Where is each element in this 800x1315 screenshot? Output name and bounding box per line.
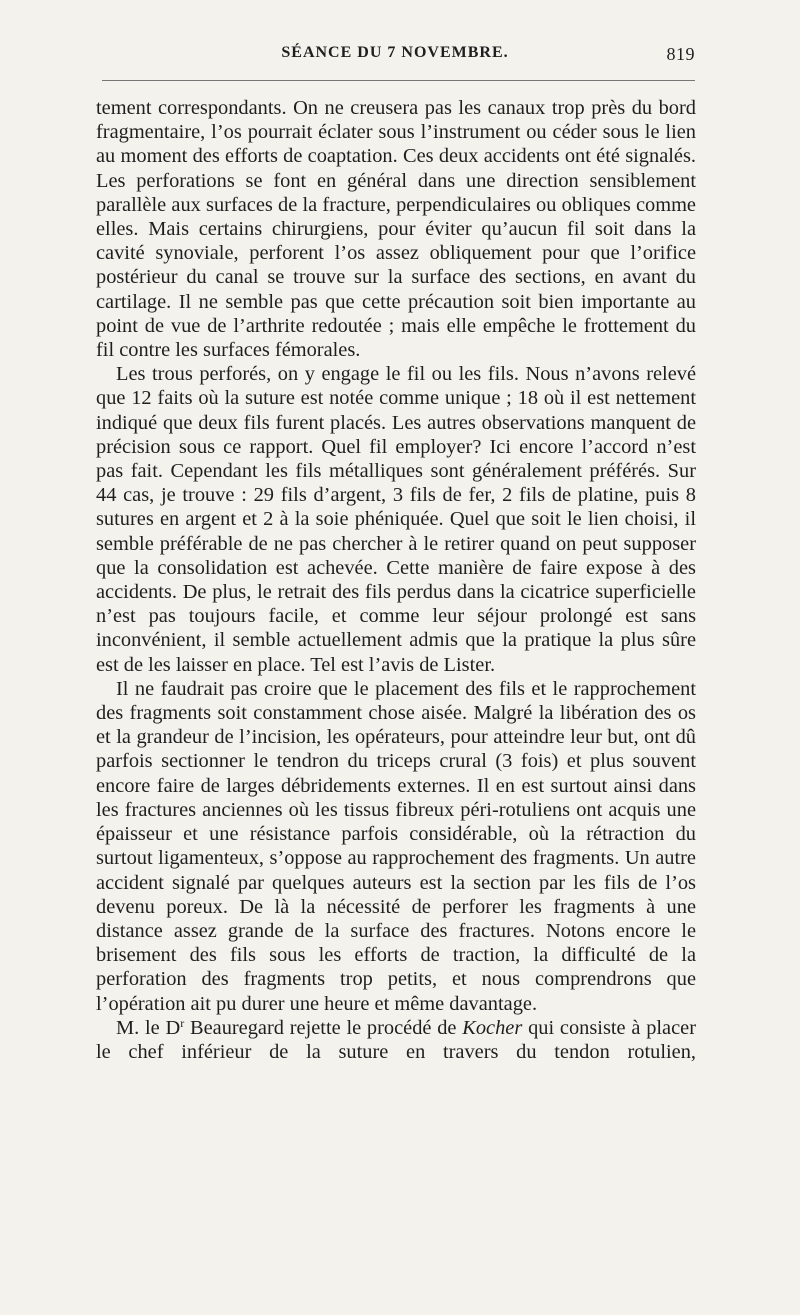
paragraph-4-mid: Beauregard rejette le procédé de <box>184 1016 463 1039</box>
paragraph-2: Les trous perforés, on y engage le fil ou les fils. Nous n’avons relevé que 12 faits où la suture est notée comme unique ; 18 où il est nettement indiqué que deux fils furent placés. Les autres observations manquent de précision sous ce rapport. Quel fil employer? Ici encore l’accord n’est pas fait. Cependant les fils métalliques sont généralement préférés. Sur 44 cas, je trouve : 29 fils d’argent, 3 fils de fer, 2 fils de platine, puis 8 sutures en argent et 2 à la soie phéniquée. Quel que soit le lien choisi, il semble préférable de ne pas chercher à le retirer quand on peut supposer que la consolidation est achevée. Cette manière de faire expose à des accidents. De plus, le retrait des fils perdus dans la cicatrice superficielle n’est pas toujours facile, et comme leur séjour prolongé est sans inconvénient, il semble actuellement admis que la pratique la plus sûre est de les laisser en place. Tel est l’avis de Lister. <box>96 363 696 676</box>
paragraph-4-italic-name: Kocher <box>462 1016 523 1039</box>
paragraph-4-superscript: r <box>180 1015 185 1030</box>
running-title: SÉANCE DU 7 NOVEMBRE. <box>281 44 509 61</box>
running-header <box>95 44 695 74</box>
paragraph-4-tail: qui consiste à placer le chef inférieur de la suture en travers du tendon rotulien, <box>96 1016 696 1063</box>
header-rule <box>102 80 695 81</box>
paragraph-1: tement correspondants. On ne creusera pas les canaux trop près du bord fragmentaire, l’os pourrait éclater sous l’instrument ou céder sous le lien au moment des efforts de coaptation. Ces deux accidents ont été signalés. Les perforations se font en général dans une direction sensiblement parallèle aux surfaces de la fracture, perpendiculaires ou obliques comme elles. Mais certains chirurgiens, pour éviter qu’aucun fil soit dans la cavité synoviale, perforent l’os assez obliquement pour que l’orifice postérieur du canal se trouve sur la surface des sections, en avant du cartilage. Il ne semble pas que cette précaution soit bien importante au point de vue de l’arthrite redoutée ; mais elle empêche le frottement du fil contre les surfaces fémorales. <box>96 97 696 362</box>
page-number: 819 <box>666 44 695 64</box>
body-text <box>96 96 696 1064</box>
paragraph-4 <box>96 1016 696 1064</box>
paragraph-4-lead: M. le D <box>116 1016 181 1039</box>
paragraph-3: Il ne faudrait pas croire que le placement des fils et le rapprochement des fragments soit constamment chose aisée. Malgré la libération des os et la grandeur de l’incision, les opérateurs, pour atteindre leur but, ont dû parfois sectionner le tendron du triceps crural (3 fois) et plus souvent encore faire de larges débridements externes. Il en est surtout ainsi dans les fractures anciennes où les tissus fibreux péri-rotuliens ont acquis une épaisseur et une résistance parfois considérable, où la rétraction du surtout ligamenteux, s’oppose au rapprochement des fragments. Un autre accident signalé par quelques auteurs est la section par les fils de l’os devenu poreux. De là la nécessité de perforer les fragments à une distance assez grande de la surface des fractures. Notons encore le brisement des fils sous les efforts de traction, la difficulté de la perforation des fragments trop petits, et nous comprendrons que l’opération ait pu durer une heure et même davantage. <box>96 677 696 1015</box>
